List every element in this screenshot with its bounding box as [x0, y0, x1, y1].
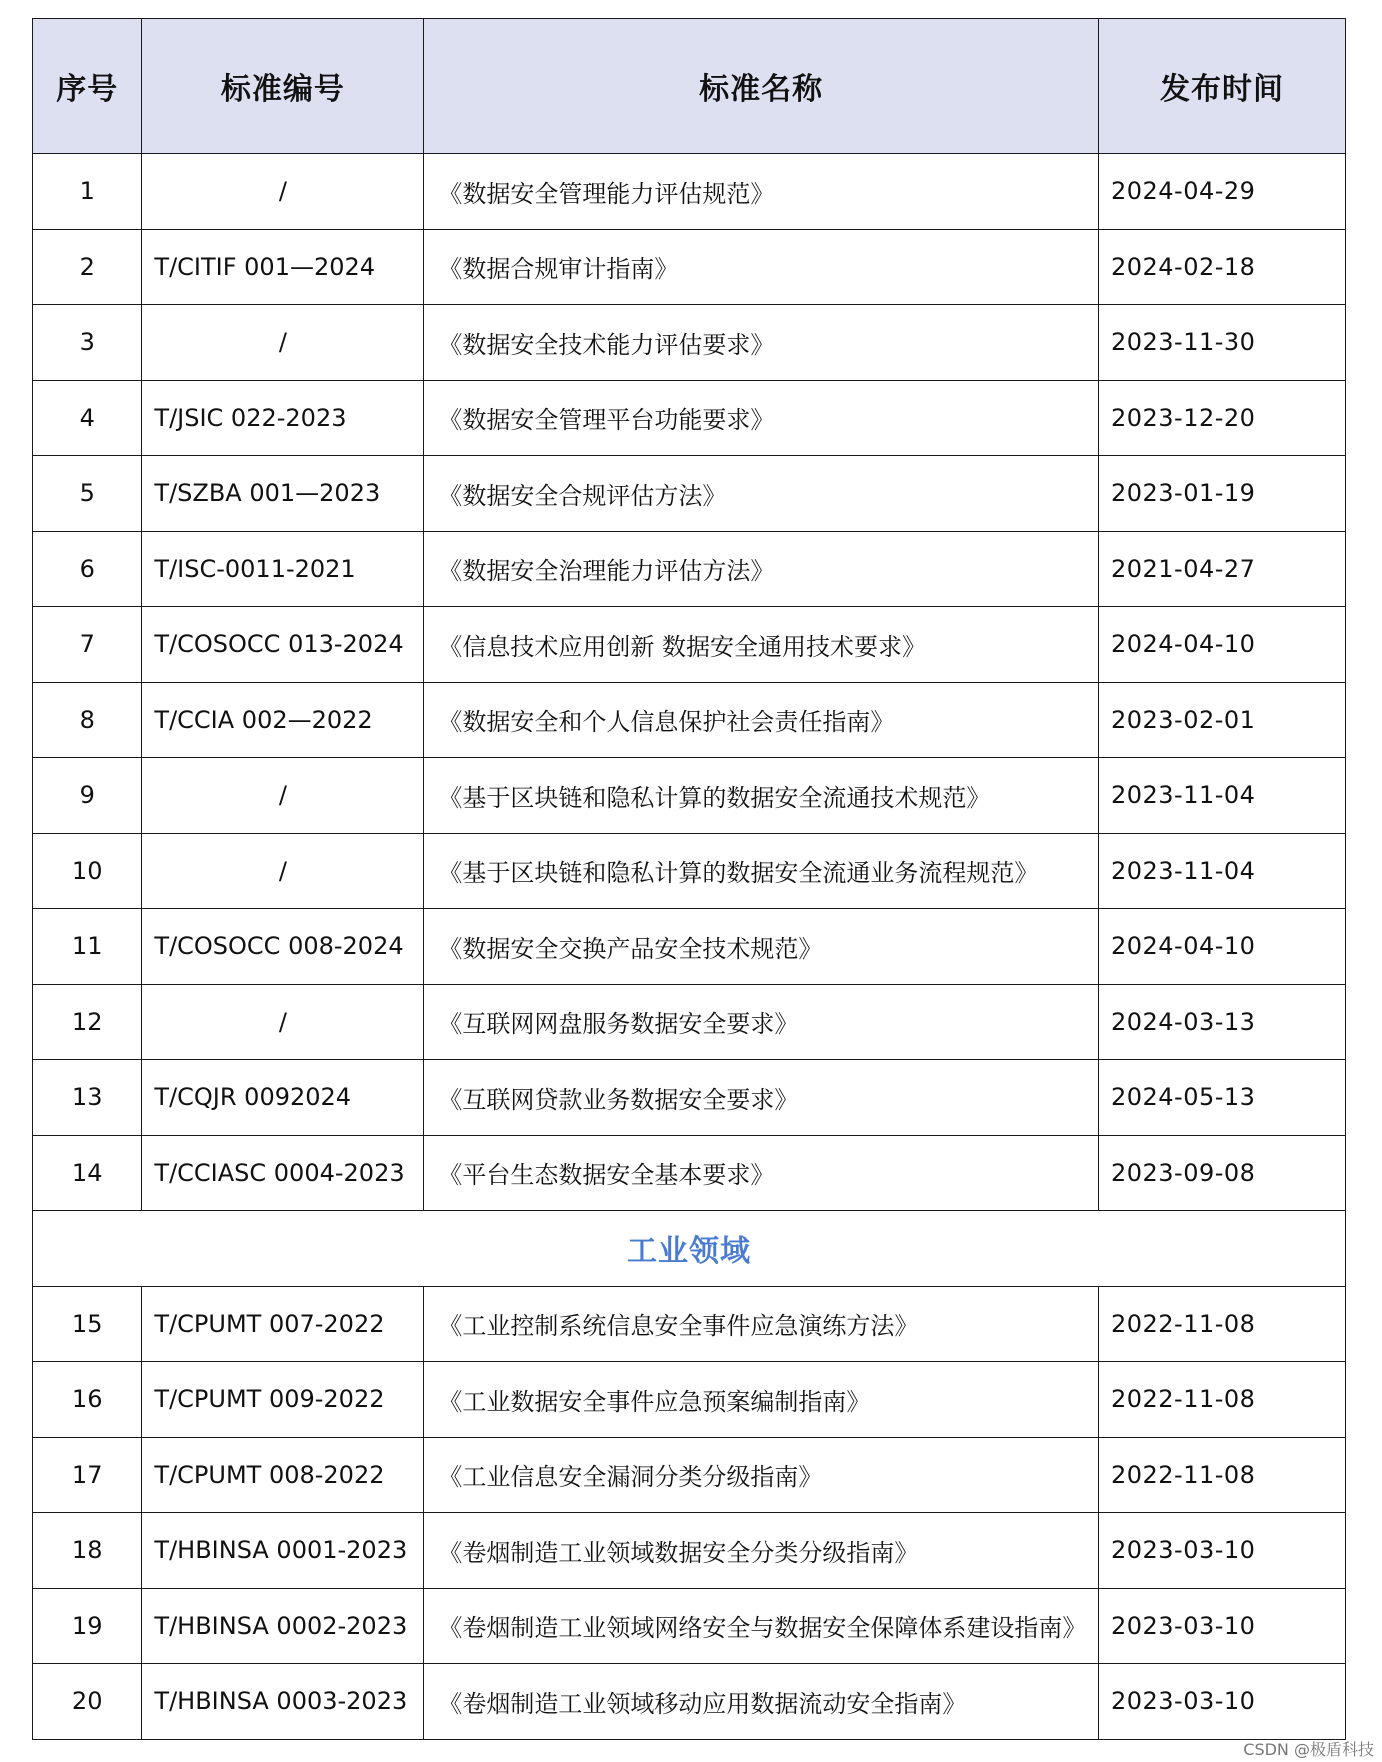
table-row — [33, 531, 1346, 607]
cell-serial-number: 4 — [33, 380, 142, 456]
cell-serial-number: 11 — [33, 909, 142, 985]
standards-table — [32, 18, 1346, 1740]
table-body — [33, 154, 1346, 1740]
table-row — [33, 1588, 1346, 1664]
cell-standard-code: T/SZBA 001—2023 — [142, 456, 424, 532]
cell-release-date: 2022-11-08 — [1098, 1286, 1345, 1362]
cell-standard-code: T/ISC-0011-2021 — [142, 531, 424, 607]
cell-standard-name: 《工业信息安全漏洞分类分级指南》 — [424, 1437, 1099, 1513]
table-row — [33, 758, 1346, 834]
table-row — [33, 305, 1346, 381]
cell-standard-code: / — [142, 984, 424, 1060]
cell-standard-code: T/COSOCC 008-2024 — [142, 909, 424, 985]
table-row — [33, 984, 1346, 1060]
header-release-date: 发布时间 — [1098, 19, 1345, 154]
cell-serial-number: 5 — [33, 456, 142, 532]
cell-serial-number: 13 — [33, 1060, 142, 1136]
cell-release-date: 2024-04-10 — [1098, 909, 1345, 985]
cell-standard-name: 《卷烟制造工业领域移动应用数据流动安全指南》 — [424, 1664, 1099, 1740]
cell-release-date: 2023-03-10 — [1098, 1664, 1345, 1740]
cell-release-date: 2021-04-27 — [1098, 531, 1345, 607]
cell-serial-number: 6 — [33, 531, 142, 607]
table-header — [33, 19, 1346, 154]
cell-standard-name: 《卷烟制造工业领域数据安全分类分级指南》 — [424, 1513, 1099, 1589]
table-row — [33, 229, 1346, 305]
table-row — [33, 1286, 1346, 1362]
cell-standard-name: 《数据安全交换产品安全技术规范》 — [424, 909, 1099, 985]
cell-standard-code: / — [142, 154, 424, 230]
cell-standard-name: 《数据安全管理能力评估规范》 — [424, 154, 1099, 230]
table-row — [33, 1664, 1346, 1740]
cell-serial-number: 9 — [33, 758, 142, 834]
cell-standard-code: T/HBINSA 0001-2023 — [142, 1513, 424, 1589]
cell-serial-number: 14 — [33, 1135, 142, 1211]
cell-standard-code: T/HBINSA 0003-2023 — [142, 1664, 424, 1740]
cell-release-date: 2024-02-18 — [1098, 229, 1345, 305]
cell-standard-code: T/CQJR 0092024 — [142, 1060, 424, 1136]
cell-standard-name: 《数据安全管理平台功能要求》 — [424, 380, 1099, 456]
cell-standard-code: T/CPUMT 008-2022 — [142, 1437, 424, 1513]
cell-serial-number: 12 — [33, 984, 142, 1060]
cell-serial-number: 8 — [33, 682, 142, 758]
cell-standard-name: 《基于区块链和隐私计算的数据安全流通技术规范》 — [424, 758, 1099, 834]
table-row — [33, 1060, 1346, 1136]
cell-standard-code: / — [142, 833, 424, 909]
cell-standard-name: 《信息技术应用创新 数据安全通用技术要求》 — [424, 607, 1099, 683]
cell-release-date: 2023-12-20 — [1098, 380, 1345, 456]
watermark: CSDN @极盾科技 — [1243, 1740, 1374, 1759]
cell-standard-code: T/CPUMT 007-2022 — [142, 1286, 424, 1362]
cell-release-date: 2022-11-08 — [1098, 1437, 1345, 1513]
cell-serial-number: 17 — [33, 1437, 142, 1513]
cell-serial-number: 15 — [33, 1286, 142, 1362]
cell-standard-name: 《数据合规审计指南》 — [424, 229, 1099, 305]
table-row — [33, 909, 1346, 985]
cell-serial-number: 3 — [33, 305, 142, 381]
cell-serial-number: 16 — [33, 1362, 142, 1438]
cell-release-date: 2023-11-04 — [1098, 758, 1345, 834]
table-row — [33, 380, 1346, 456]
cell-release-date: 2023-01-19 — [1098, 456, 1345, 532]
cell-standard-name: 《工业数据安全事件应急预案编制指南》 — [424, 1362, 1099, 1438]
cell-standard-code: T/HBINSA 0002-2023 — [142, 1588, 424, 1664]
cell-standard-name: 《数据安全技术能力评估要求》 — [424, 305, 1099, 381]
cell-standard-code: / — [142, 758, 424, 834]
cell-standard-name: 《互联网贷款业务数据安全要求》 — [424, 1060, 1099, 1136]
cell-release-date: 2024-03-13 — [1098, 984, 1345, 1060]
cell-serial-number: 7 — [33, 607, 142, 683]
cell-standard-name: 《互联网网盘服务数据安全要求》 — [424, 984, 1099, 1060]
table-row — [33, 456, 1346, 532]
cell-release-date: 2023-03-10 — [1098, 1588, 1345, 1664]
cell-release-date: 2023-11-30 — [1098, 305, 1345, 381]
cell-serial-number: 2 — [33, 229, 142, 305]
cell-standard-name: 《数据安全和个人信息保护社会责任指南》 — [424, 682, 1099, 758]
cell-release-date: 2023-09-08 — [1098, 1135, 1345, 1211]
header-serial-number: 序号 — [33, 19, 142, 154]
table-row — [33, 682, 1346, 758]
cell-serial-number: 20 — [33, 1664, 142, 1740]
table-row — [33, 1437, 1346, 1513]
cell-standard-code: T/JSIC 022-2023 — [142, 380, 424, 456]
cell-standard-code: / — [142, 305, 424, 381]
cell-standard-code: T/CPUMT 009-2022 — [142, 1362, 424, 1438]
section-row — [33, 1211, 1346, 1287]
cell-release-date: 2024-04-29 — [1098, 154, 1345, 230]
cell-serial-number: 10 — [33, 833, 142, 909]
cell-standard-name: 《数据安全合规评估方法》 — [424, 456, 1099, 532]
cell-release-date: 2023-03-10 — [1098, 1513, 1345, 1589]
cell-release-date: 2023-11-04 — [1098, 833, 1345, 909]
cell-standard-name: 《卷烟制造工业领域网络安全与数据安全保障体系建设指南》 — [424, 1588, 1099, 1664]
section-title: 工业领域 — [33, 1211, 1346, 1287]
cell-standard-name: 《基于区块链和隐私计算的数据安全流通业务流程规范》 — [424, 833, 1099, 909]
cell-standard-code: T/COSOCC 013-2024 — [142, 607, 424, 683]
cell-serial-number: 1 — [33, 154, 142, 230]
cell-release-date: 2024-04-10 — [1098, 607, 1345, 683]
table-row — [33, 1513, 1346, 1589]
cell-release-date: 2024-05-13 — [1098, 1060, 1345, 1136]
cell-standard-code: T/CCIA 002—2022 — [142, 682, 424, 758]
table-row — [33, 154, 1346, 230]
cell-standard-name: 《工业控制系统信息安全事件应急演练方法》 — [424, 1286, 1099, 1362]
header-standard-name: 标准名称 — [424, 19, 1099, 154]
cell-standard-name: 《平台生态数据安全基本要求》 — [424, 1135, 1099, 1211]
cell-standard-name: 《数据安全治理能力评估方法》 — [424, 531, 1099, 607]
table-row — [33, 833, 1346, 909]
header-standard-code: 标准编号 — [142, 19, 424, 154]
cell-standard-code: T/CCIASC 0004-2023 — [142, 1135, 424, 1211]
table-row — [33, 1135, 1346, 1211]
cell-release-date: 2022-11-08 — [1098, 1362, 1345, 1438]
cell-serial-number: 18 — [33, 1513, 142, 1589]
cell-serial-number: 19 — [33, 1588, 142, 1664]
cell-release-date: 2023-02-01 — [1098, 682, 1345, 758]
table-row — [33, 1362, 1346, 1438]
table-row — [33, 607, 1346, 683]
cell-standard-code: T/CITIF 001—2024 — [142, 229, 424, 305]
